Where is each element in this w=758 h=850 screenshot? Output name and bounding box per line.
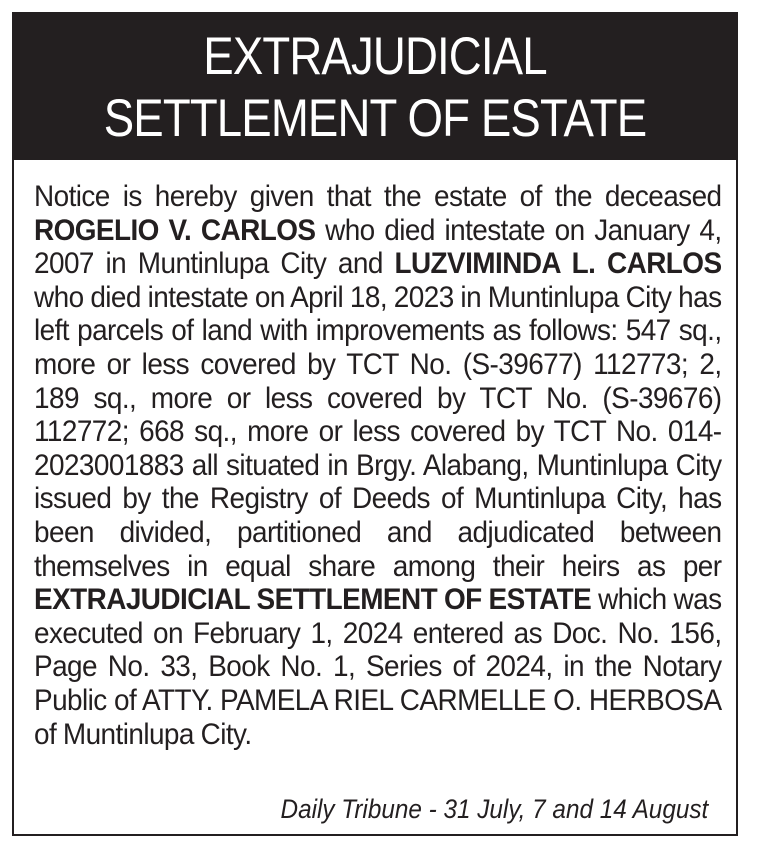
body-segment: who died intestate on January 4, 2007 in Muntinlupa City and	[34, 213, 722, 281]
legal-notice	[12, 12, 738, 836]
deceased-name-2: LUZVIMINDA L. CARLOS	[394, 247, 722, 281]
settlement-title-inline: EXTRAJUDICIAL SETTLEMENT OF ESTATE	[34, 583, 592, 617]
notice-title-line-1: EXTRAJUDICIAL	[203, 27, 547, 86]
notice-title-line-2: SETTLEMENT OF ESTATE	[103, 89, 647, 148]
body-segment: who died intestate on April 18, 2023 in Muntinlupa City has left parcels of land with improvements as follows: 547 sq., more or less covered by TCT No. (S-39677) 112773; 2, 189 sq., more or less covered by TCT No. (S-39676) 112772; 668 sq., more or less covered by TCT No. 014-2023001883 all situated in Brgy. Alabang, Muntinlupa City issued by the Registry of Deeds of Muntinlupa City, has been divided, partitioned and adjudicated between themselves in equal share among their heirs as per	[34, 280, 722, 583]
notice-body	[34, 180, 722, 751]
body-segment: Notice is hereby given that the estate of the deceased	[34, 180, 722, 213]
publication-line: Daily Tribune - 31 July, 7 and 14 August	[280, 794, 708, 824]
deceased-name-1: ROGELIO V. CARLOS	[34, 213, 316, 247]
notice-body-text	[34, 180, 722, 751]
notice-header	[14, 14, 736, 160]
body-segment: which was executed on February 1, 2024 entered as Doc. No. 156, Page No. 33, Book No. 1, Series of 2024, in the Notary Public of ATTY. PAMELA RIEL CARMELLE O. HERBOSA of Muntinlupa City.	[34, 583, 722, 751]
